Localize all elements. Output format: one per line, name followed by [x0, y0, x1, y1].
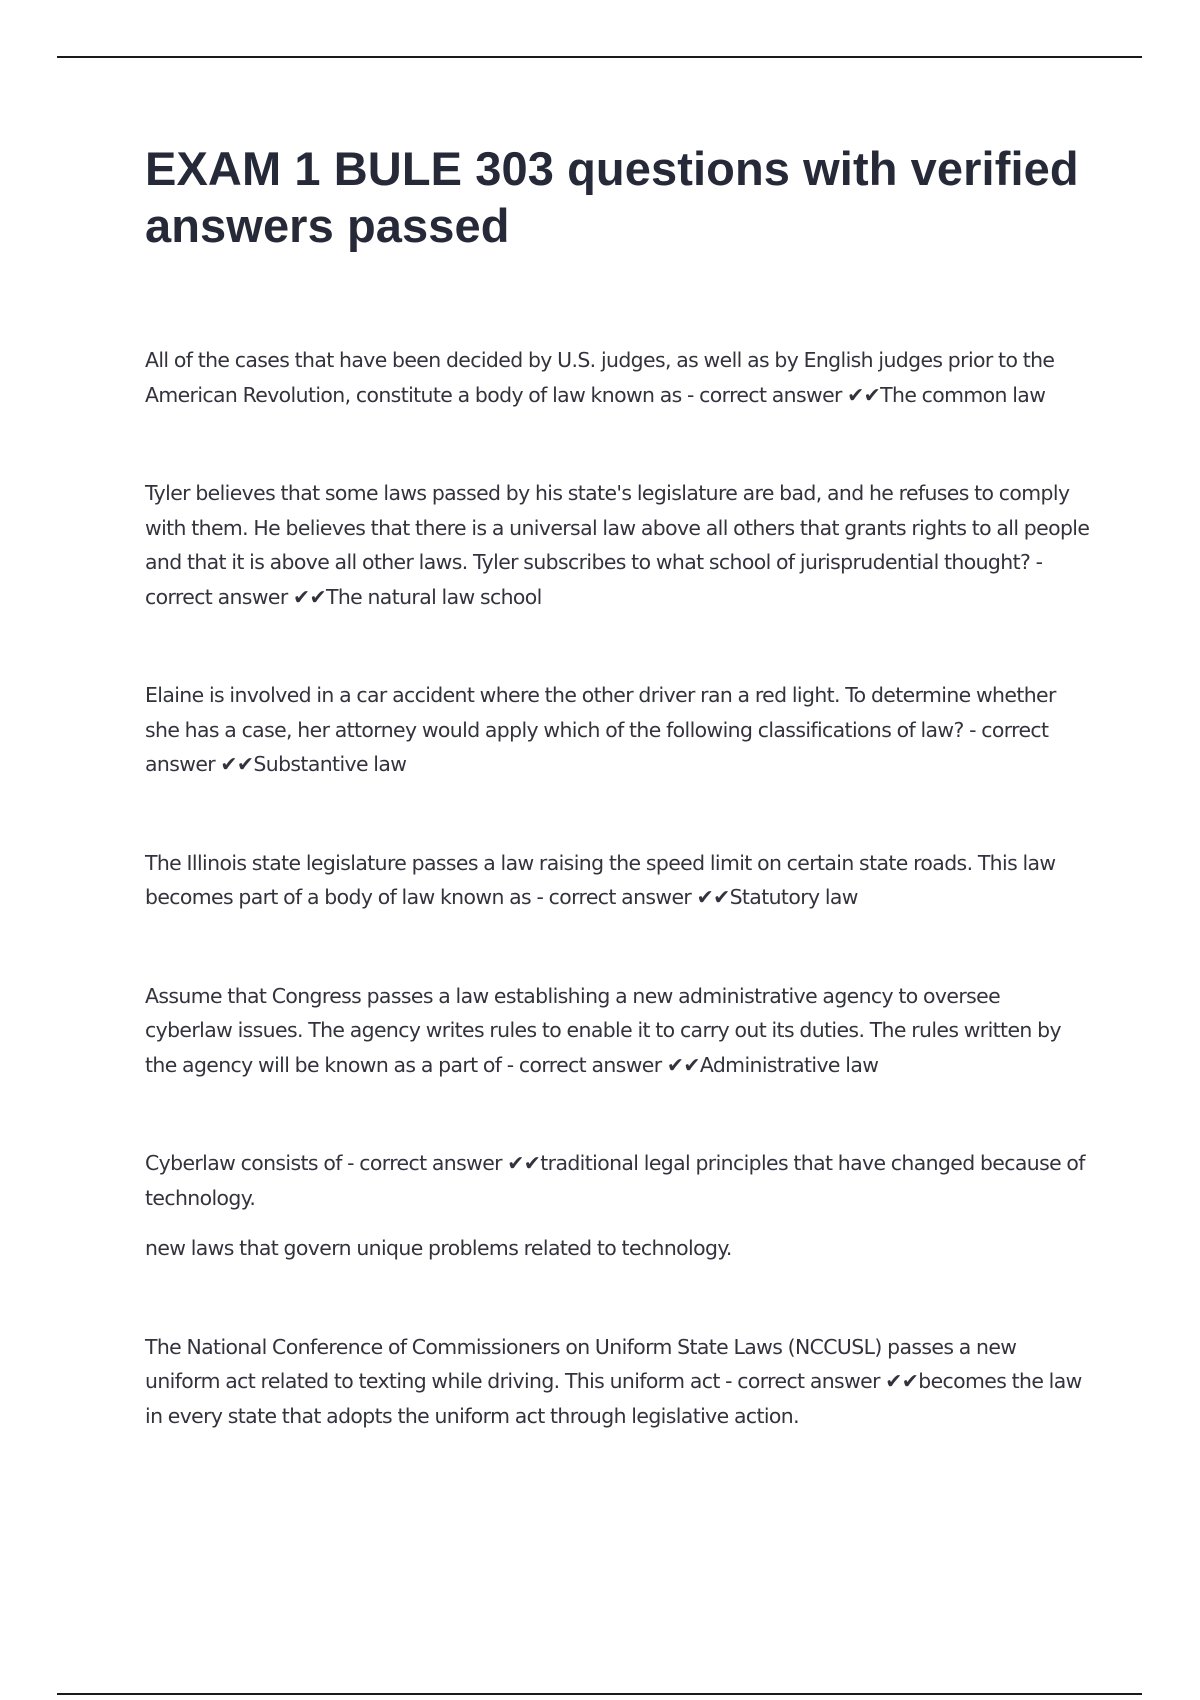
question-text: Cyberlaw consists of - correct answer ✔✔traditional legal principles that have changed because of technology.	[145, 1151, 1085, 1210]
question-text: Assume that Congress passes a law establishing a new administrative agency to oversee cyberlaw issues. The agency writes rules to enable it to carry out its duties. The rules written by the agency will be known as a part of - correct answer ✔✔Administrative law	[145, 983, 1061, 1077]
page-title: EXAM 1 BULE 303 questions with verified answers passed	[145, 142, 1079, 252]
question-item	[145, 476, 1090, 614]
bottom-rule	[57, 1693, 1142, 1695]
document-body	[145, 140, 1090, 1497]
question-item	[145, 1146, 1090, 1266]
question-item	[145, 1330, 1090, 1434]
question-item	[145, 979, 1090, 1083]
question-list	[145, 343, 1090, 1433]
question-text: All of the cases that have been decided by U.S. judges, as well as by English judges prior to the American Revolution, constitute a body of law known as - correct answer ✔✔The common law	[145, 348, 1055, 407]
question-text: Elaine is involved in a car accident where the other driver ran a red light. To determine whether she has a case, her attorney would apply which of the following classifications of law? - correct answer ✔✔Substantive law	[145, 683, 1056, 776]
question-item	[145, 846, 1090, 915]
top-rule	[57, 56, 1142, 58]
question-text: The Illinois state legislature passes a law raising the speed limit on certain state roads. This law becomes part of a body of law known as - correct answer ✔✔Statutory law	[145, 850, 1056, 909]
question-answer-continuation: new laws that govern unique problems related to technology.	[145, 1236, 732, 1260]
question-item	[145, 678, 1090, 782]
question-item	[145, 343, 1090, 412]
question-text: The National Conference of Commissioners on Uniform State Laws (NCCUSL) passes a new uniform act related to texting while driving. This uniform act - correct answer ✔✔becomes the law in every state that adopts the uniform act through legislative action.	[145, 1334, 1082, 1428]
question-text: Tyler believes that some laws passed by his state's legislature are bad, and he refuses to comply with them. He believes that there is a universal law above all others that grants rights to all people and that it is above all other laws. Tyler subscribes to what school of jurisprudential thought? - correct answer ✔✔The natural law school	[145, 481, 1090, 609]
